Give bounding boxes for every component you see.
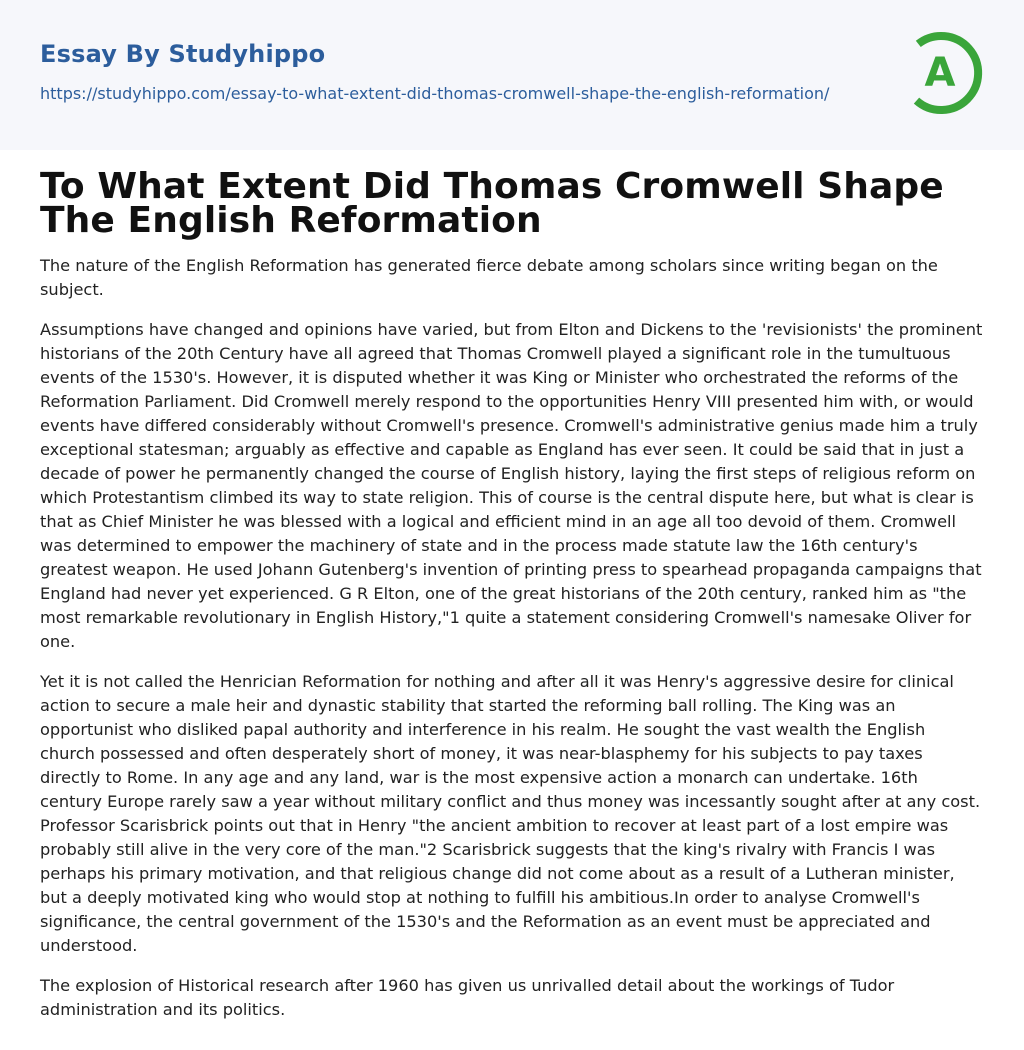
article-paragraph: The explosion of Historical research after 1960 has given us unrivalled detail about the workings of Tudor administration and its politics. — [40, 976, 895, 1019]
essay-url-link[interactable]: https://studyhippo.com/essay-to-what-extent-did-thomas-cromwell-shape-the-english-reformation/ — [40, 84, 830, 103]
site-brand[interactable]: Essay By Studyhippo — [40, 40, 326, 68]
article-paragraph: Yet it is not called the Henrician Reformation for nothing and after all it was Henry's aggressive desire for clinical action to secure a male heir and dynastic stability that started the reforming ball rolling. The King was an opportunist who disliked papal authority and interference in his realm. He sought the vast wealth the English church possessed and often desperately short of money, it was near-blasphemy for his subjects to pay taxes directly to Rome. In any age and any land, war is the most expensive action a monarch can undertake. 16th century Europe rarely saw a year without military conflict and thus money was incessantly sought after at any cost. Professor Scarisbrick points out that in Henry "the ancient ambition to recover at least part of a lost empire was probably still alive in the very core of the man."2 Scarisbrick suggests that the king's rivalry with Francis I was perhaps his primary motivation, and that religious change did not come about as a result of a Lutheran minister, but a deeply motivated king who would stop at nothing to fulfill his ambitious.In order to analyse Cromwell's significance, the central government of the 1530's and the Reformation as an event must be appreciated and understood. — [40, 672, 981, 955]
article-paragraph: The nature of the English Reformation has generated fierce debate among scholars since writing began on the subject. — [40, 256, 938, 299]
article-paragraph: Assumptions have changed and opinions have varied, but from Elton and Dickens to the 'revisionists' the prominent historians of the 20th Century have all agreed that Thomas Cromwell played a significant role in the tumultuous events of the 1530's. However, it is disputed whether it was King or Minister who orchestrated the reforms of the Reformation Parliament. Did Cromwell merely respond to the opportunities Henry VIII presented him with, or would events have differed considerably without Cromwell's presence. Cromwell's administrative genius made him a truly exceptional statesman; arguably as effective and capable as England has ever seen. It could be said that in just a decade of power he permanently changed the course of English history, laying the first steps of religious reform on which Protestantism climbed its way to state religion. This of course is the central dispute here, but what is clear is that as Chief Minister he was blessed with a logical and efficient mind in an age all too devoid of them. Cromwell was determined to empower the machinery of state and in the process made statute law the 16th century's greatest weapon. He used Johann Gutenberg's invention of printing press to spearhead propaganda campaigns that England had never yet experienced. G R Elton, one of the great historians of the 20th century, ranked him as "the most remarkable revolutionary in English History,"1 quite a statement considering Cromwell's namesake Oliver for one. — [40, 320, 983, 651]
article-title: To What Extent Did Thomas Cromwell Shape The English Reformation — [40, 166, 944, 241]
logo-letter: A — [924, 50, 956, 96]
